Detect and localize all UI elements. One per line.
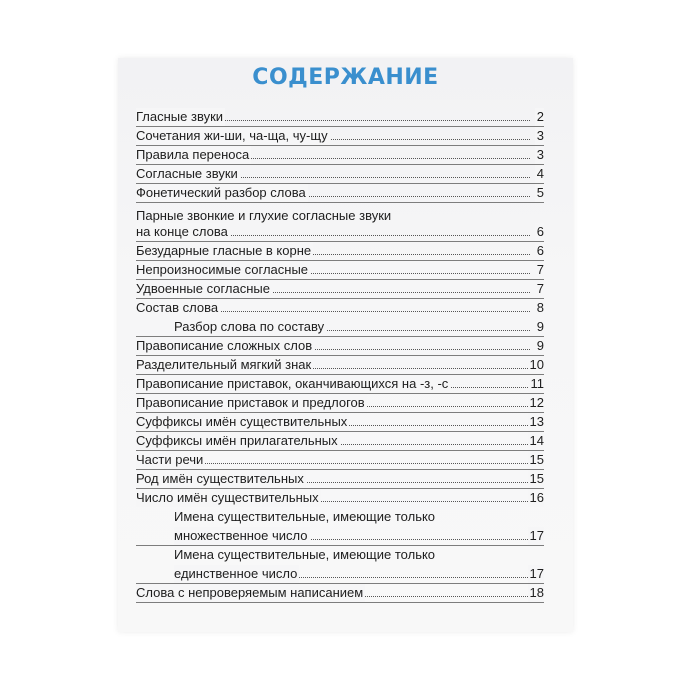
toc-page-number: 9 (536, 338, 544, 353)
toc-page-number: 8 (536, 300, 544, 315)
toc-entry-title: Безударные гласные в корне (136, 243, 312, 258)
toc-subentry (136, 527, 544, 546)
toc-entry-title: Правописание приставок, оканчивающихся на -з, -с (136, 376, 449, 391)
toc-page-number: 4 (536, 166, 544, 181)
toc-page-number: 5 (536, 185, 544, 200)
toc-entry (136, 223, 544, 242)
toc-entry-title: Суффиксы имён существительных (136, 414, 348, 429)
toc-entry-title: Фонетический разбор слова (136, 185, 306, 200)
toc-entry-title: Суффиксы имён прилагательных (136, 433, 338, 448)
toc-entry (136, 356, 544, 375)
toc-page-number: 15 (529, 471, 544, 486)
toc-subentry (136, 318, 544, 337)
toc-entry-title: Правописание приставок и предлогов (136, 395, 365, 410)
toc-page-number: 12 (529, 395, 544, 410)
toc-entry (136, 489, 544, 507)
toc-entry-title: Согласные звуки (136, 166, 238, 181)
toc-entry-title: Разбор слова по составу (174, 319, 325, 334)
page-title: СОДЕРЖАНИЕ (252, 65, 439, 90)
toc-page-number: 14 (529, 433, 544, 448)
toc-entry (136, 280, 544, 299)
toc-subentry (136, 565, 544, 584)
toc-entry (136, 165, 544, 184)
toc-entry-title: Разделительный мягкий знак (136, 357, 312, 372)
toc-entry (136, 184, 544, 203)
toc-entry-title: Удвоенные согласные (136, 281, 270, 296)
toc-page-number: 16 (529, 490, 544, 505)
toc-page-number: 10 (529, 357, 544, 372)
toc-entry (136, 394, 544, 413)
toc-entry (136, 108, 544, 127)
toc-page-number: 17 (529, 528, 544, 543)
toc-page-number: 7 (536, 281, 544, 296)
toc-entry-title: Правописание сложных слов (136, 338, 313, 353)
toc-page-number: 7 (536, 262, 544, 277)
toc-entry (136, 261, 544, 280)
toc-entry-title: Гласные звуки (136, 109, 224, 124)
toc-entry (136, 146, 544, 165)
toc-subentry-line1: Имена существительные, имеющие только (174, 547, 436, 562)
toc-entry (136, 299, 544, 317)
toc-entry (136, 337, 544, 356)
toc-entry-title: Слова с непроверяемым написанием (136, 585, 364, 600)
toc-entry (136, 451, 544, 470)
toc-page-number: 15 (529, 452, 544, 467)
toc-subentry-line1: Имена существительные, имеющие только (174, 509, 436, 524)
toc-page-number: 2 (536, 109, 544, 124)
toc-page-number: 13 (529, 414, 544, 429)
toc-entry (136, 584, 544, 603)
table-of-contents (136, 0, 544, 700)
toc-entry-title: единственное число (174, 566, 298, 581)
toc-entry-title: Правила переноса (136, 147, 250, 162)
toc-entry (136, 127, 544, 146)
toc-entry (136, 413, 544, 432)
toc-page-number: 6 (536, 243, 544, 258)
toc-page-number: 9 (536, 319, 544, 334)
toc-page-number: 17 (529, 566, 544, 581)
toc-entry (136, 470, 544, 489)
toc-entry-title: Части речи (136, 452, 204, 467)
toc-page-number: 18 (529, 585, 544, 600)
toc-entry (136, 375, 544, 394)
toc-entry-title: Число имён существительных (136, 490, 319, 505)
toc-entry (136, 242, 544, 261)
toc-entry-title: на конце слова (136, 224, 228, 239)
toc-entry (136, 432, 544, 451)
toc-page-number: 11 (530, 376, 544, 391)
toc-entry-title: Состав слова (136, 300, 219, 315)
toc-entry-title: Непроизносимые согласные (136, 262, 309, 277)
toc-entry-title: Сочетания жи-ши, ча-ща, чу-щу (136, 128, 328, 143)
toc-page-number: 6 (536, 224, 544, 239)
toc-page-number: 3 (536, 147, 544, 162)
toc-entry-line1: Парные звонкие и глухие согласные звуки (136, 208, 392, 223)
toc-entry-title: множественное число (174, 528, 308, 543)
toc-page-number: 3 (536, 128, 544, 143)
toc-entry-title: Род имён существительных (136, 471, 304, 486)
